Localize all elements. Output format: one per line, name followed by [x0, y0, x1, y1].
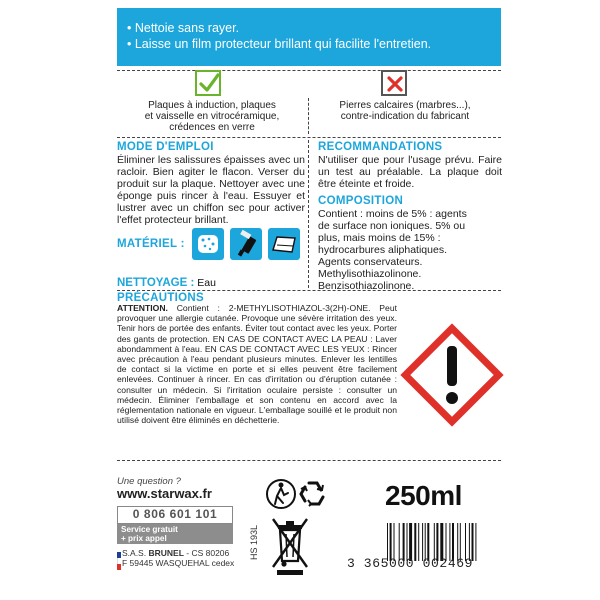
- suitable-surfaces: Plaques à induction, plaques et vaisselle en vitrocéramique, crédences en verre: [144, 100, 280, 133]
- recommandations-title: RECOMMANDATIONS: [318, 141, 443, 153]
- divider-vertical-uses: [308, 98, 309, 134]
- service-badge: Service gratuit + prix appel: [117, 524, 233, 544]
- cross-icon: [384, 73, 406, 95]
- benefit-2: • Laisse un film protecteur brillant qui facilite l'entretien.: [127, 37, 432, 51]
- recommandations-text: N'utiliser que pour l'usage prévu. Faire un test au préalable. La plaque doit être éteinte et froide.: [318, 154, 502, 190]
- divider-bottom: [117, 460, 501, 461]
- product-label: [95, 0, 517, 600]
- triman-recycling-icon: [265, 477, 335, 512]
- scraper-icon: [230, 228, 262, 260]
- question-label: Une question ?: [117, 476, 181, 487]
- nettoyage-title: NETTOYAGE :: [117, 277, 195, 289]
- ghs-exclamation-icon: [397, 320, 507, 430]
- nettoyage-row: [117, 277, 216, 289]
- benefit-1: • Nettoie sans rayer.: [127, 21, 240, 35]
- suitable-check-box: [195, 70, 221, 96]
- cloth-icon: [268, 228, 300, 260]
- french-flag-icon: [117, 552, 121, 570]
- benefits-banner: [117, 8, 501, 66]
- precautions-body: Contient : 2-METHYLISOTHIAZOL-3(2H)-ONE. Peut provoquer une allergie cutanée. Provoque une sévère irritation des yeux. Tenir hors de portée des enfants. Éviter tout contact avec les yeux. Porter des gants de protection. EN CAS DE CONTACT AVEC LA PEAU : Laver abondamment à l'eau. EN CAS DE CONTACT AVEC LES YEUX : Rincer avec précaution à l'eau pendant plusieurs minutes. Enlever les lentilles de contact si la victime en porte et si elles peuvent être facilement enlevées. Continuer à rincer. En cas d'irritation ou d'éruption cutanée : consulter un médecin. Si l'irritation oculaire persiste : consulter un médecin. Éliminer l'emballage et son contenu en accord avec la réglementation nationale en vigueur. L'emballage souillé et le produit non utilisé doivent être éliminés en déchetterie.: [117, 303, 397, 426]
- nettoyage-value: Eau: [197, 277, 216, 289]
- divider-top: [117, 70, 501, 71]
- precautions-title: PRÉCAUTIONS: [117, 292, 205, 304]
- divider-middle: [117, 137, 501, 138]
- precautions-text: [117, 303, 397, 425]
- mode-emploi-title: MODE D'EMPLOI: [117, 141, 214, 153]
- divider-precautions: [117, 290, 501, 291]
- materiel-title: MATÉRIEL :: [117, 238, 185, 250]
- company-address: S.A.S. BRUNEL - CS 80206 F 59445 WASQUEHAL cedex: [122, 548, 235, 568]
- divider-vertical-main: [308, 140, 309, 288]
- website-link[interactable]: www.starwax.fr: [117, 486, 212, 501]
- volume-label: 250ml: [385, 480, 462, 511]
- composition-title: COMPOSITION: [318, 195, 404, 207]
- unsuitable-cross-box: [381, 70, 407, 96]
- composition-text: Contient : moins de 5% : agents de surface non ioniques. 5% ou plus, mais moins de 15% : hydrocarbures aliphatiques. Agents conservateurs. Methylisothiazolinone. Benzisothiazolinone.: [318, 208, 467, 292]
- hs-code: HS 193L: [249, 524, 259, 560]
- phone-number[interactable]: 0 806 601 101: [117, 506, 233, 524]
- barcode-number: 3 365000 002469: [347, 556, 474, 571]
- mode-emploi-text: Éliminer les salissures épaisses avec un racloir. Bien agiter le flacon. Verser du produit sur la plaque. Nettoyer avec une éponge puis rincer à l'eau. Essuyer et lustrer avec un chiffon sec pour activer l'effet protecteur brillant.: [117, 154, 305, 226]
- weee-bin-icon: [271, 515, 309, 577]
- sponge-icon: [192, 228, 224, 260]
- check-icon: [198, 73, 220, 95]
- unsuitable-surfaces: Pierres calcaires (marbres...), contre-indication du fabricant: [339, 100, 471, 122]
- precautions-attention: ATTENTION.: [117, 303, 168, 313]
